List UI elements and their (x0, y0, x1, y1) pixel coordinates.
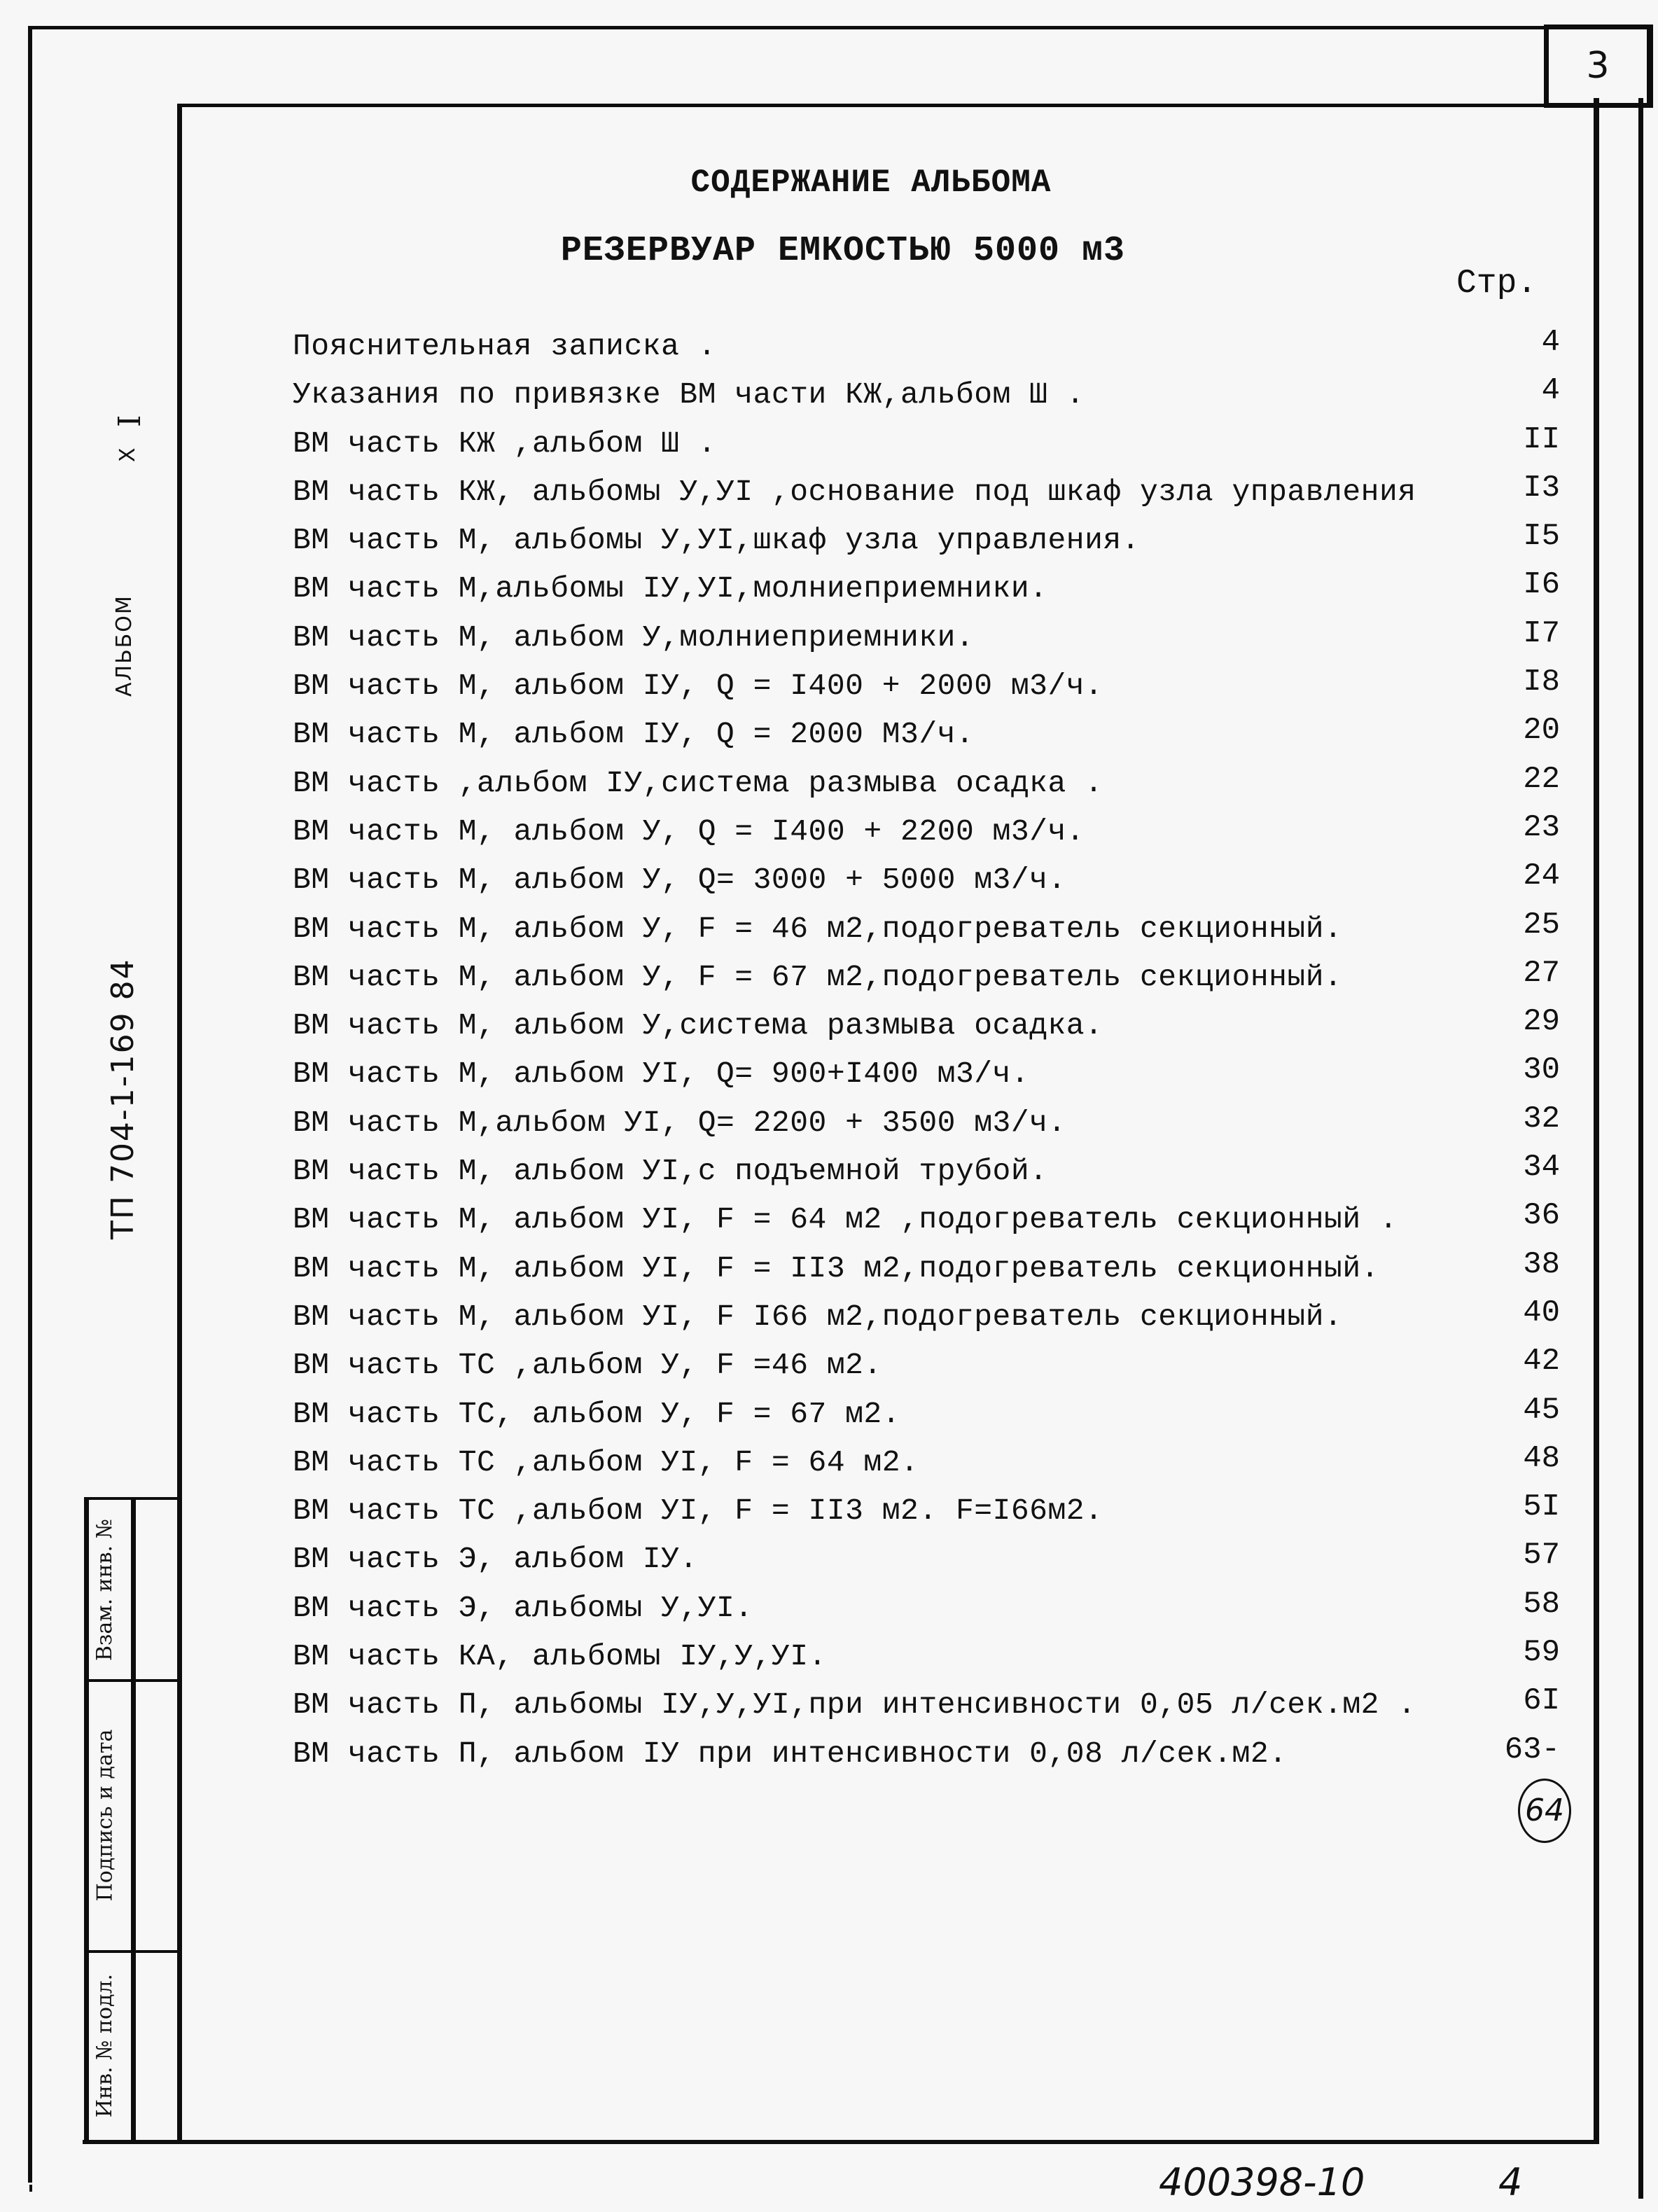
toc-row (293, 1003, 1588, 1051)
toc-entry-title: ВМ часть ТС ,альбом У, F =46 м2. (293, 1348, 882, 1383)
outer-frame-left (28, 26, 32, 2183)
footer-code: 400398-10 (1159, 2160, 1365, 2204)
page-column-label: Стр. (1456, 265, 1538, 302)
toc-row (293, 857, 1588, 905)
stamp-inv-original (89, 1954, 121, 2137)
document-title: СОДЕРЖАНИЕ АЛЬБОМА (690, 165, 1052, 201)
toc-entry-title: ВМ часть М,альбом УI, Q= 2200 + 3500 м3/ч. (293, 1105, 1066, 1140)
toc-row (293, 1536, 1588, 1585)
toc-entry-title: ВМ часть М, альбом УI, Q= 900+I400 м3/ч. (293, 1057, 1030, 1092)
toc-entry-page: 58 (1523, 1586, 1560, 1622)
toc-entry-title: ВМ часть М, альбом УI, F = II3 м2,подогреватель секционный. (293, 1251, 1379, 1286)
toc-row (293, 324, 1588, 372)
toc-row (293, 1100, 1588, 1148)
toc-entry-title: ВМ часть КЖ, альбомы У,УI ,основание под шкаф узла управления (293, 474, 1416, 509)
toc-row (293, 1682, 1588, 1730)
toc-row (293, 1440, 1588, 1488)
toc-entry-page: 38 (1523, 1246, 1560, 1282)
toc-row (293, 372, 1588, 420)
toc-row (293, 711, 1588, 760)
toc-entry-page: 42 (1523, 1344, 1560, 1379)
toc-entry-page: 23 (1523, 809, 1560, 845)
toc-entry-page: 34 (1523, 1150, 1560, 1185)
stamp-replace-inv (89, 1502, 121, 1677)
toc-entry-title: ВМ часть М, альбом УI, F I66 м2,подогреватель секционный. (293, 1299, 1343, 1334)
toc-entry-title: ВМ часть М, альбом У, F = 46 м2,подогреватель секционный. (293, 911, 1343, 946)
toc-entry-page: 5I (1523, 1489, 1560, 1525)
side-album-label: АЛЬБОМ (112, 594, 137, 697)
toc-row (293, 809, 1588, 857)
toc-row (293, 615, 1588, 663)
toc-row (293, 663, 1588, 711)
toc-row (293, 1246, 1588, 1294)
stamp-inv-original-text: Инв. № подл. (92, 1973, 118, 2117)
toc-row (293, 954, 1588, 1003)
toc-entry-title: ВМ часть М, альбом IУ, Q = 2000 М3/ч. (293, 717, 975, 752)
toc-row (293, 517, 1588, 566)
toc-entry-page: 4 (1541, 373, 1560, 409)
toc-entry-title: ВМ часть П, альбомы IУ,У,УI,при интенсивности 0,05 л/сек.м2 . (293, 1688, 1416, 1723)
toc-entry-title: ВМ часть ТС ,альбом УI, F = II3 м2. F=I66м2. (293, 1494, 1103, 1529)
toc-row (293, 1634, 1588, 1682)
stamp-replace-inv-text: Взам. инв. № (92, 1518, 118, 1661)
toc-entry-page: I5 (1523, 519, 1560, 555)
toc-entry-page: I6 (1523, 567, 1560, 603)
outer-frame-top (29, 26, 1550, 29)
toc-entry-page: I7 (1523, 615, 1560, 651)
toc-entry-page: 57 (1523, 1538, 1560, 1573)
inner-frame-left (177, 104, 182, 2143)
toc-row (293, 566, 1588, 614)
footer-sheet: 4 (1498, 2160, 1523, 2204)
toc-entry-title: ВМ часть КЖ ,альбом Ш . (293, 426, 716, 461)
toc-row (293, 760, 1588, 809)
toc-entry-page: 63- (1504, 1732, 1560, 1767)
document-subtitle: РЕЗЕРВУАР ЕМКОСТЬЮ 5000 м3 (560, 231, 1126, 271)
toc-entry-page: 32 (1523, 1101, 1560, 1136)
toc-entry-title: ВМ часть Э, альбом IУ. (293, 1542, 698, 1577)
inner-frame-bottom (83, 2140, 1599, 2144)
inner-frame-top (179, 104, 1600, 107)
toc-entry-title: ВМ часть П, альбом IУ при интенсивности 0,08 л/сек.м2. (293, 1736, 1288, 1771)
outer-frame-right (1638, 98, 1643, 2199)
toc-entry-title: ВМ часть ,альбом IУ,система размыва осадка . (293, 765, 1103, 800)
toc-entry-title: Пояснительная записка . (293, 329, 716, 363)
toc-row (293, 421, 1588, 469)
toc-row (293, 1197, 1588, 1245)
stamp-signature-date-text: Подпись и дата (92, 1729, 118, 1901)
toc-entry-page: 48 (1523, 1440, 1560, 1476)
toc-entry-page: 6I (1523, 1683, 1560, 1719)
side-album-number: I (112, 415, 148, 427)
outer-frame-left-dash (29, 2171, 32, 2199)
inner-frame-right (1594, 98, 1599, 2143)
toc-row (293, 1585, 1588, 1634)
sheet-number-box (1544, 25, 1653, 108)
toc-entry-title: ВМ часть М, альбом У, Q= 3000 + 5000 м3/ч. (293, 863, 1066, 898)
toc-entry-page: 27 (1523, 955, 1560, 991)
toc-entry-page: II (1523, 422, 1560, 457)
toc-row (293, 1488, 1588, 1536)
toc-row (293, 1148, 1588, 1197)
toc-row (293, 906, 1588, 954)
toc-entry-title: ВМ часть ТС, альбом У, F = 67 м2. (293, 1396, 901, 1431)
toc-entry-title: ВМ часть Э, альбомы У,УI. (293, 1590, 753, 1625)
toc-row (293, 1391, 1588, 1440)
toc-entry-title: ВМ часть М, альбом IУ, Q = I400 + 2000 м3/ч. (293, 669, 1103, 704)
toc-row (293, 469, 1588, 517)
toc-entry-title: ВМ часть М, альбом У, Q = I400 + 2200 м3/ч. (293, 814, 1085, 849)
toc-entry-page: 25 (1523, 907, 1560, 942)
toc-entry-page: I8 (1523, 665, 1560, 700)
toc-entry-page: I3 (1523, 470, 1560, 506)
toc-entry-page: 4 (1541, 325, 1560, 360)
handwritten-total-pages: 64 (1518, 1779, 1571, 1843)
toc-entry-page: 29 (1523, 1004, 1560, 1040)
toc-entry-page: 20 (1523, 713, 1560, 749)
side-project-code: ТП 704-1-169 84 (105, 958, 141, 1239)
sheet-number: 3 (1586, 45, 1610, 87)
toc-entry-page: 59 (1523, 1635, 1560, 1671)
toc-entry-title: ВМ часть М, альбом У, F = 67 м2,подогреватель секционный. (293, 959, 1343, 994)
toc-entry-title: ВМ часть М, альбом У,молниеприемники. (293, 620, 975, 655)
toc-entry-title: ВМ часть М, альбом УI,с подъемной трубой. (293, 1154, 1048, 1189)
toc-row (293, 1342, 1588, 1391)
side-album-x: X (116, 447, 140, 462)
toc-entry-title: Указания по привязке ВМ части КЖ,альбом Ш . (293, 377, 1085, 412)
toc-entry-title: ВМ часть М, альбомы У,УI,шкаф узла управления. (293, 523, 1140, 558)
stamp-divider-top (84, 1497, 182, 1500)
stamp-signature-date (89, 1682, 121, 1948)
toc-entry-page: 45 (1523, 1392, 1560, 1428)
toc-row (293, 1051, 1588, 1099)
toc-entry-page: 30 (1523, 1052, 1560, 1088)
toc-entry-page: 22 (1523, 761, 1560, 797)
toc-entry-title: ВМ часть М, альбом У,система размыва осадка. (293, 1008, 1103, 1043)
toc-entry-title: ВМ часть М,альбомы IУ,УI,молниеприемники. (293, 571, 1048, 606)
toc-entry-title: ВМ часть КА, альбомы IУ,У,УI. (293, 1639, 827, 1674)
toc-entry-page: 24 (1523, 858, 1560, 894)
stamp-divider-2 (84, 1950, 182, 1953)
toc-row (293, 1294, 1588, 1342)
toc-entry-page: 36 (1523, 1198, 1560, 1234)
toc-entry-page: 40 (1523, 1295, 1560, 1330)
toc-entry-title: ВМ часть ТС ,альбом УI, F = 64 м2. (293, 1445, 919, 1480)
toc-row (293, 1731, 1588, 1779)
table-of-contents (293, 324, 1588, 1779)
toc-entry-title: ВМ часть М, альбом УI, F = 64 м2 ,подогреватель секционный . (293, 1202, 1398, 1237)
